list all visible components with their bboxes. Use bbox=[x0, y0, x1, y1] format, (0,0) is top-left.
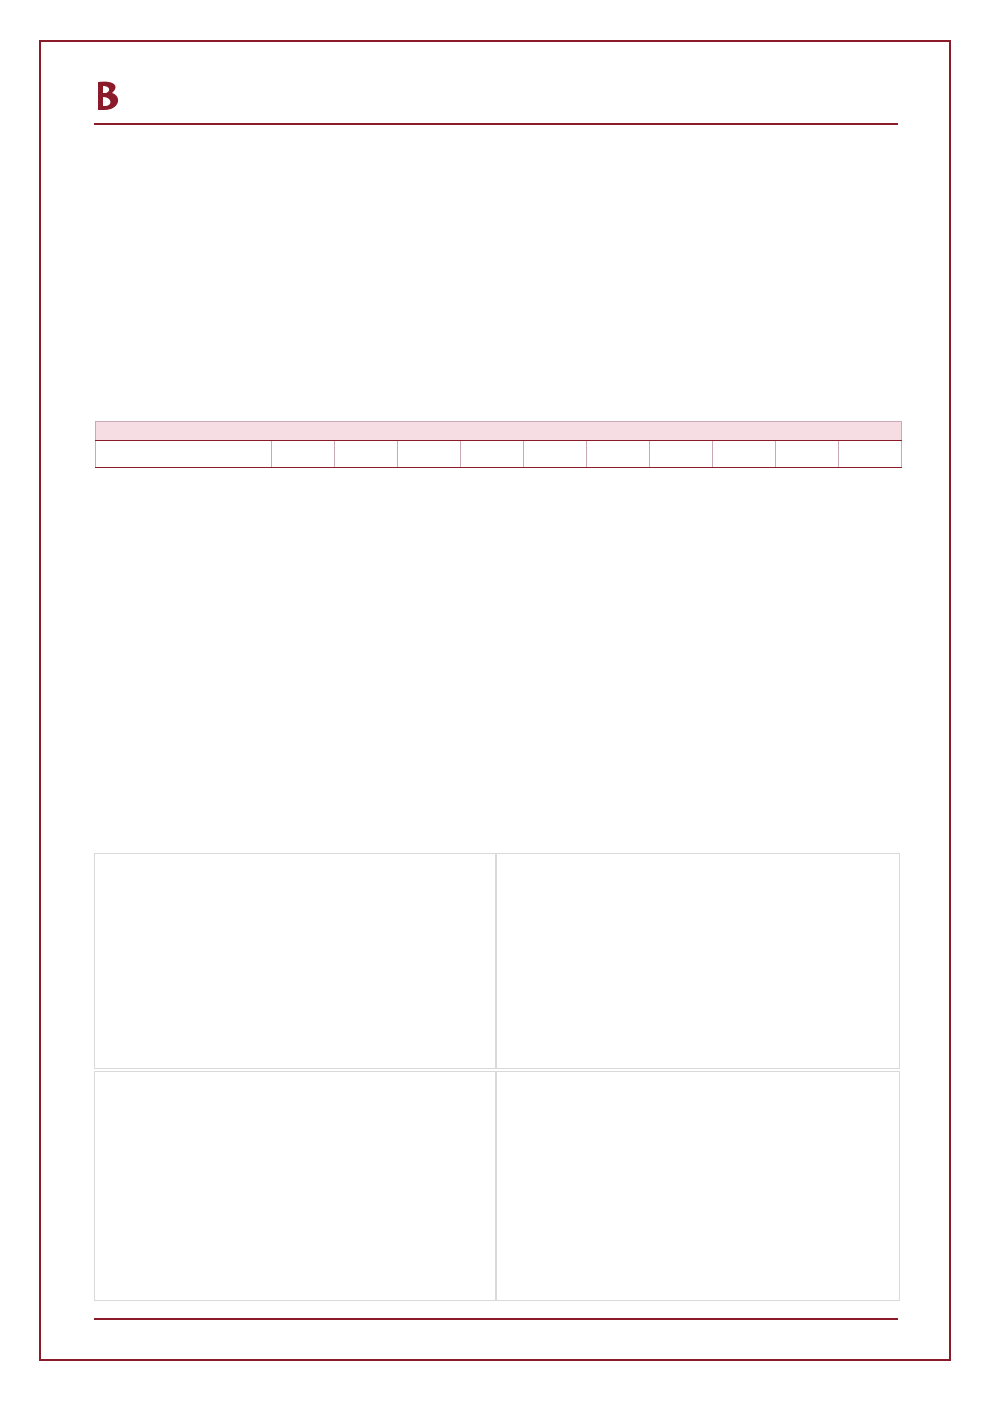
th-last-month bbox=[524, 441, 587, 468]
th-week-change-pct bbox=[461, 441, 524, 468]
table-caption bbox=[96, 422, 902, 441]
header-divider bbox=[94, 123, 898, 125]
th-yoy-change-pct bbox=[839, 441, 902, 468]
chart-47-ports-other bbox=[496, 1071, 900, 1301]
chart-47-ports-brazil bbox=[94, 1071, 496, 1301]
th-month-change-pct bbox=[650, 441, 713, 468]
th-previous bbox=[335, 441, 398, 468]
chart-47-ports bbox=[94, 853, 496, 1069]
th-yoy-change bbox=[776, 441, 839, 468]
th-month-change bbox=[587, 441, 650, 468]
logo-icon bbox=[94, 80, 124, 112]
logo bbox=[94, 78, 244, 118]
chart-47-ports-australia bbox=[496, 853, 900, 1069]
th-current bbox=[272, 441, 335, 468]
th-week-change bbox=[398, 441, 461, 468]
data-table bbox=[95, 421, 902, 468]
th-yoy-value bbox=[713, 441, 776, 468]
footer-divider bbox=[94, 1318, 898, 1320]
th-indicator bbox=[96, 441, 272, 468]
